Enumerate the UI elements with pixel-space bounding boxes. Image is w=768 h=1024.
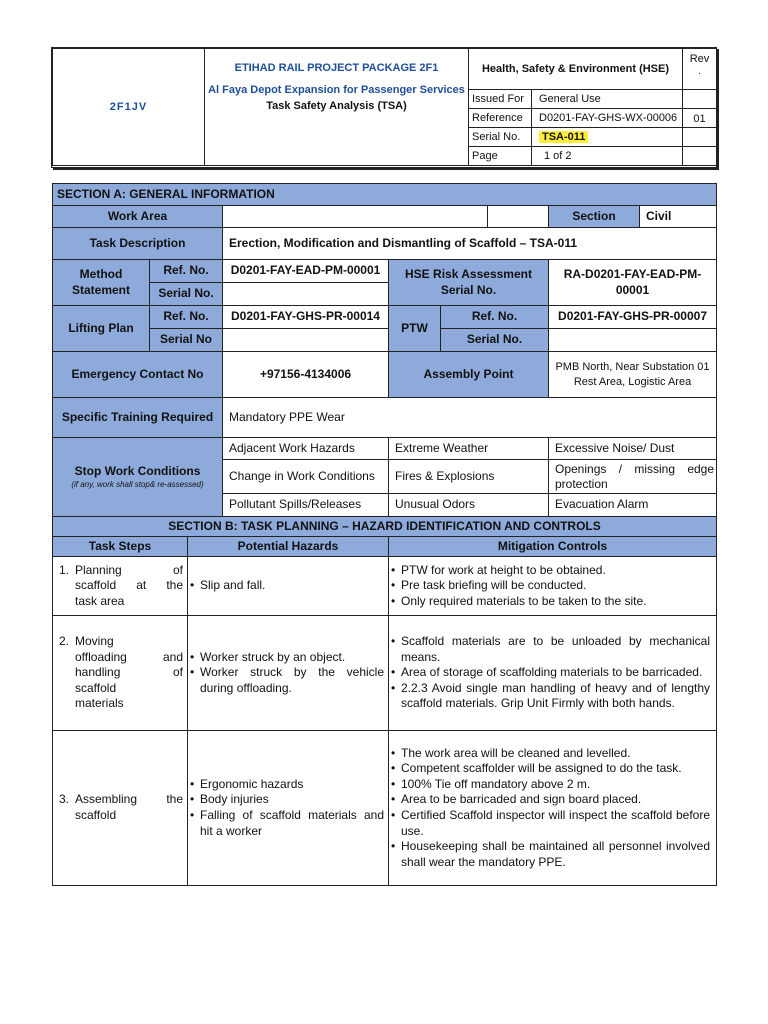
serial-no-rev [683,128,717,147]
control-item: • Scaffold materials are to be unloaded by mechanical means. [390,634,710,665]
control-item: • 2.2.3 Avoid single man handling of heavy and of lengthy scaffold materials. Grip Unit Firmly with both hands. [390,681,710,712]
task-step: 3. Assembling the scaffold [53,731,188,886]
mitigation-controls [389,731,717,886]
task-step: 2. Moving offloading and handling of scaffold materials [53,616,188,731]
reference-rev: 01 [683,109,717,128]
col-task-steps: Task Steps [53,537,188,557]
hazard-item: • Body injuries [189,792,384,808]
control-item: • The work area will be cleaned and levelled. [390,746,710,762]
work-area-label: Work Area [53,206,223,228]
control-item: • Housekeeping shall be maintained all personnel involved shall wear the mandatory PPE. [390,839,710,870]
lifting-serial-value [223,329,389,352]
work-area-extra [488,206,549,228]
section-b-title: SECTION B: TASK PLANNING – HAZARD IDENTIFICATION AND CONTROLS [53,517,717,537]
mitigation-controls [389,557,717,616]
reference-value: D0201-FAY-GHS-WX-00006 [532,109,683,128]
task-description-label: Task Description [53,228,223,260]
section-a-title: SECTION A: GENERAL INFORMATION [53,184,717,206]
stop-condition: Fires & Explosions [389,460,549,494]
hazard-item: • Worker struck by the vehicle during offloading. [189,665,384,696]
emergency-contact-label: Emergency Contact No [53,352,223,398]
emergency-contact-value: +97156-4134006 [223,352,389,398]
lifting-ref-label: Ref. No. [150,306,223,329]
ptw-serial-value [549,329,717,352]
hazard-item: • Ergonomic hazards [189,777,384,793]
hse-risk-assessment-label: HSE Risk Assessment Serial No. [389,260,549,306]
control-item: • Certified Scaffold inspector will inspect the scaffold before use. [390,808,710,839]
ptw-ref-label: Ref. No. [441,306,549,329]
page-rev [683,147,717,166]
ptw-ref-value: D0201-FAY-GHS-PR-00007 [549,306,717,329]
control-item: • Pre task briefing will be conducted. [390,578,710,594]
ptw-serial-label: Serial No. [441,329,549,352]
hazard-item: • Falling of scaffold materials and hit a worker [189,808,384,839]
lifting-plan-label: Lifting Plan [53,306,150,352]
issued-for-rev [683,90,717,109]
control-item: • Competent scaffolder will be assigned to do the task. [390,761,710,777]
col-mitigation-controls: Mitigation Controls [389,537,717,557]
task-description-value: Erection, Modification and Dismantling of Scaffold – TSA-011 [223,228,717,260]
potential-hazards [188,557,389,616]
issued-for-value: General Use [532,90,683,109]
potential-hazards [188,616,389,731]
serial-no-value: TSA-011 [539,131,588,143]
issued-for-label: Issued For [469,90,532,109]
document-header [51,47,717,168]
project-subtitle: Al Faya Depot Expansion for Passenger Services [208,83,465,96]
reference-label: Reference [469,109,532,128]
page-label: Page [469,147,532,166]
stop-condition: Pollutant Spills/Releases [223,494,389,517]
training-label: Specific Training Required [53,398,223,438]
method-serial-value [223,283,389,306]
stop-condition: Unusual Odors [389,494,549,517]
control-item: • 100% Tie off mandatory above 2 m. [390,777,710,793]
stop-condition: Extreme Weather [389,438,549,460]
stop-condition: Evacuation Alarm [549,494,717,517]
hse-risk-assessment-value: RA-D0201-FAY-EAD-PM-00001 [549,260,717,306]
rev-label: Rev . [683,49,717,90]
control-item: • Area of storage of scaffolding materials to be barricaded. [390,665,710,681]
assembly-point-label: Assembly Point [389,352,549,398]
stop-condition: Change in Work Conditions [223,460,389,494]
control-item: • Only required materials to be taken to the site. [390,594,710,610]
hazard-item: • Slip and fall. [189,578,384,594]
project-title-block [205,49,469,166]
page-value: 1 of 2 [532,147,683,166]
assembly-point-value: PMB North, Near Substation 01 Rest Area, Logistic Area [549,352,717,398]
section-label: Section [549,206,640,228]
hazard-row [53,731,717,886]
stop-work-label: Stop Work Conditions (if any, work shall stop& re-assessed) [53,438,223,517]
training-value: Mandatory PPE Wear [223,398,717,438]
mitigation-controls [389,616,717,731]
method-statement-label: Method Statement [53,260,150,306]
method-ref-label: Ref. No. [150,260,223,283]
lifting-ref-value: D0201-FAY-GHS-PR-00014 [223,306,389,329]
tsa-form [52,183,717,886]
serial-no-label: Serial No. [469,128,532,147]
stop-condition: Adjacent Work Hazards [223,438,389,460]
lifting-serial-label: Serial No [150,329,223,352]
hazard-row [53,616,717,731]
stop-work-note: (if any, work shall stop& re-assessed) [71,479,204,489]
method-serial-label: Serial No. [150,283,223,306]
control-item: • Area to be barricaded and sign board placed. [390,792,710,808]
method-ref-value: D0201-FAY-EAD-PM-00001 [223,260,389,283]
hazard-row [53,557,717,616]
control-item: • PTW for work at height to be obtained. [390,563,710,579]
ptw-label: PTW [389,306,441,352]
hazard-item: • Worker struck by an object. [189,650,384,666]
document-type: Task Safety Analysis (TSA) [266,99,407,112]
col-potential-hazards: Potential Hazards [188,537,389,557]
work-area-value [223,206,488,228]
stop-condition: Openings / missing edge protection [549,460,717,494]
company-logo: 2F1JV [53,49,205,166]
task-step: 1. Planning of scaffold at the task area [53,557,188,616]
serial-no-cell [532,128,683,147]
project-name: ETIHAD RAIL PROJECT PACKAGE 2F1 [234,62,439,74]
stop-condition: Excessive Noise/ Dust [549,438,717,460]
section-value: Civil [640,206,717,228]
potential-hazards [188,731,389,886]
hse-title: Health, Safety & Environment (HSE) [469,49,683,90]
header-table [52,48,717,166]
